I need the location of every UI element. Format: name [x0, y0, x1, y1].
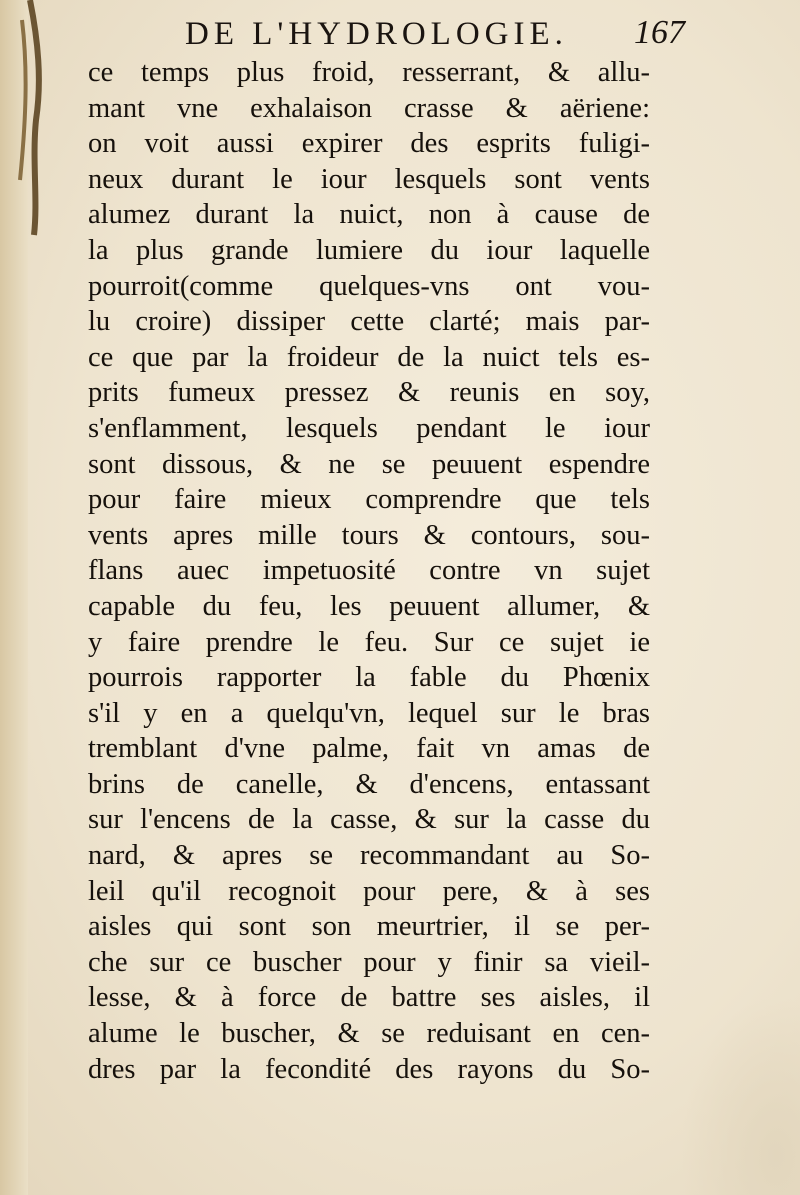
- text-line: pourrois rapporter la fable du Phœnix: [88, 662, 650, 694]
- text-line: leil qu'il recognoit pour pere, & à ses: [88, 875, 650, 907]
- text-line: la plus grande lumiere du iour laquelle: [88, 234, 650, 266]
- text-line: flans auec impetuosité contre vn sujet: [88, 555, 650, 587]
- text-line: capable du feu, les peuuent allumer, &: [88, 590, 650, 622]
- text-line: dres par la fecondité des rayons du So-: [88, 1053, 650, 1085]
- text-line: che sur ce buscher pour y finir sa vieil-: [88, 946, 650, 978]
- text-line: neux durant le iour lesquels sont vents: [88, 163, 650, 195]
- text-line: pourroit(comme quelques-vns ont vou-: [88, 270, 650, 302]
- text-line: alume le buscher, & se reduisant en cen-: [88, 1018, 650, 1050]
- text-line: ce temps plus froid, resserrant, & allu-: [88, 57, 650, 88]
- text-line: lu croire) dissiper cette clarté; mais par-: [88, 306, 650, 338]
- text-line: sont dissous, & ne se peuuent espendre: [88, 448, 650, 480]
- text-line: pour faire mieux comprendre que tels: [88, 484, 650, 516]
- text-line: brins de canelle, & d'encens, entassant: [88, 768, 650, 800]
- text-line: s'il y en a quelqu'vn, lequel sur le bras: [88, 697, 650, 729]
- text-line: prits fumeux pressez & reunis en soy,: [88, 377, 650, 409]
- text-line: vents apres mille tours & contours, sou-: [88, 519, 650, 551]
- text-line: lesse, & à force de battre ses aisles, il: [88, 982, 650, 1014]
- text-line: y faire prendre le feu. Sur ce sujet ie: [88, 626, 650, 658]
- page-number: 167: [634, 14, 685, 51]
- binding-thread: [8, 0, 50, 240]
- text-line: ce que par la froideur de la nuict tels es-: [88, 341, 650, 373]
- paper-stain: [680, 995, 800, 1195]
- text-line: on voit aussi expirer des esprits fuligi-: [88, 128, 650, 160]
- text-line: alumez durant la nuict, non à cause de: [88, 199, 650, 231]
- page-header: [185, 14, 685, 58]
- running-head: DE L'HYDROLOGIE.: [185, 16, 568, 52]
- text-line: s'enflamment, lesquels pendant le iour: [88, 412, 650, 444]
- text-line: tremblant d'vne palme, fait vn amas de: [88, 733, 650, 765]
- text-line: sur l'encens de la casse, & sur la casse du: [88, 804, 650, 836]
- text-line: mant vne exhalaison crasse & aëriene:: [88, 92, 650, 124]
- text-line: aisles qui sont son meurtrier, il se per-: [88, 911, 650, 943]
- body-text: [88, 55, 650, 1087]
- text-line: nard, & apres se recommandant au So-: [88, 840, 650, 872]
